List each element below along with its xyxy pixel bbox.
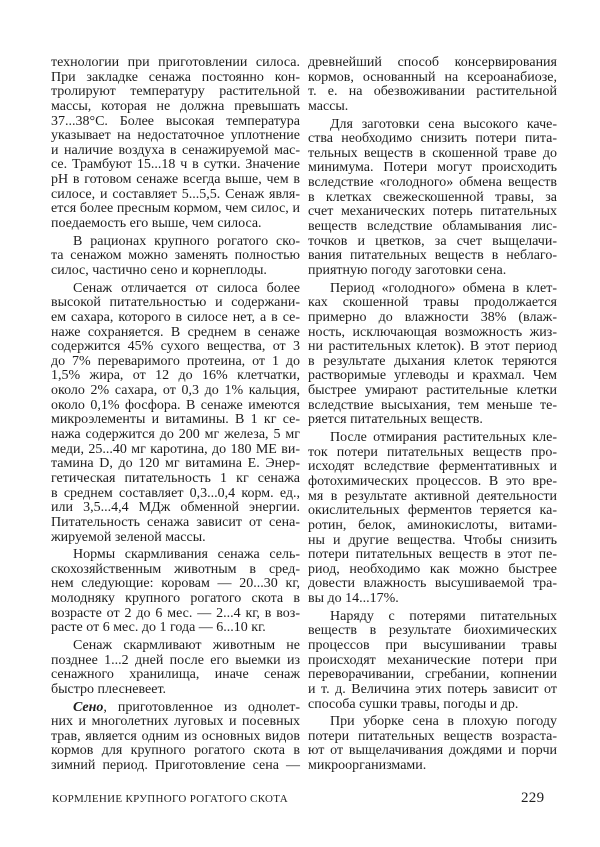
paragraph (51, 235, 300, 279)
text-line: кормов, основанный на ксероанабиозе, (308, 69, 557, 85)
text-line: Сенаж отличается от силоса более (73, 280, 300, 296)
paragraph (308, 610, 557, 712)
paragraph (308, 56, 557, 115)
text-line: нем следующие: коровам — 20...30 кг, (51, 576, 300, 592)
text-line: происходят механические потери при (308, 652, 557, 668)
text-line: нажа содержится до 200 мг железа, 5 мг (51, 427, 300, 443)
text-line: счет механических потерь питательных (308, 204, 557, 220)
text-line: силос, частично сено и корнеплоды. (51, 262, 267, 278)
text-line: массы. (308, 98, 349, 114)
paragraph (51, 282, 300, 546)
text-line: позднее 1...2 дней после его выемки из (51, 652, 300, 668)
text-line: гетическая питательность 1 кг сенажа (51, 470, 300, 486)
text-line: около 2% сахара, от 0,3 до 1% кальция, (51, 383, 300, 399)
text-line: примерно до влажности 38% (влаж- (308, 309, 557, 325)
paragraph (308, 282, 557, 428)
text-line: скохозяйственным животным в сред- (51, 561, 300, 577)
text-line: до 7% переваримого протеина, от 1 до (51, 353, 300, 369)
text-line: кормов для крупного рогатого скота в (51, 743, 300, 759)
text-line: в среднем составляет 0,3...0,4 корм. ед., (51, 485, 300, 501)
text-line: окислительных ферментов теряется ка- (308, 503, 557, 519)
text-line: ток потери питательных веществ про- (308, 444, 557, 460)
text-line: древнейший способ консервирования (308, 55, 557, 70)
text-line: Сенаж скармливают животным не (73, 637, 300, 653)
text-line: 1,5% жира, от 12 до 16% клетчатки, (51, 368, 300, 384)
text-line: сенажного хранилища, иначе сенаж (51, 667, 300, 683)
paragraph (51, 548, 300, 636)
text-line: При уборке сена в плохую погоду (330, 714, 557, 730)
text-line: ни растительных клеток). В этот период (308, 339, 557, 355)
text-line: быстрее умирают растительные клетки (308, 383, 557, 399)
text-line: содержится 45% сухого вещества, от 3 (51, 339, 300, 355)
text-line: веществ вследствие обламывания лис- (308, 219, 557, 235)
text-line: трав, является одним из основных видов (51, 728, 300, 744)
text-line: вания питательных веществ в неблаго- (308, 248, 557, 264)
text-line: ротин, белок, аминокислоты, витами- (308, 517, 557, 533)
text-line-rest: , приготовленное из однолет- (103, 699, 300, 715)
left-column (51, 56, 300, 777)
text-line: наже сохраняется. В среднем в сенаже (51, 324, 300, 340)
text-line: указывает на недостаточное уплотнение (51, 128, 300, 144)
paragraph (308, 715, 557, 774)
text-line: ют от выщелачивания дождями и порчи (308, 743, 557, 759)
text-line: и т. д. Величина этих потерь зависит от (308, 681, 557, 697)
text-line: вы до 14...17%. (308, 591, 399, 607)
right-column (308, 56, 557, 777)
text-line: молодняку крупного рогатого скота в (51, 591, 300, 607)
text-line: ках скошенной травы продолжается (308, 295, 557, 311)
text-line: рН в готовом сенаже всегда выше, чем в (51, 172, 300, 188)
running-title: КОРМЛЕНИЕ КРУПНОГО РОГАТОГО СКОТА (52, 793, 289, 805)
text-line: технологии при приготовлении силоса. (51, 55, 300, 70)
text-line: та сенажом можно заменять полностью (51, 248, 300, 264)
text-line: довести влажность высушиваемой тра- (308, 576, 557, 592)
text-line: тельных веществ в скошенной траве до (308, 145, 557, 161)
term-lead: Сено (73, 699, 104, 715)
text-line: Наряду с потерями питательных (330, 608, 557, 624)
text-line: тролируют температуру растительной (51, 84, 300, 100)
text-line: потери питательных веществ в этот пе- (308, 547, 557, 563)
text-line: исходят вследствие ферментативных и (308, 459, 557, 475)
page-number: 229 (521, 790, 545, 806)
text-line: микроорганизмами. (308, 758, 427, 774)
text-line: быстро плесневеет. (51, 681, 167, 697)
text-line: ность, исключающая возможность жиз- (308, 324, 557, 340)
text-line: возрасте от 2 до 6 мес. — 2...4 кг, в воз- (51, 605, 300, 621)
text-line: в результате дыхания клеток теряются (308, 353, 557, 369)
text-line: них и многолетних луговых и посевных (51, 714, 300, 730)
paragraph (308, 118, 557, 279)
text-line: поедаемость его выше, чем силоса. (51, 216, 262, 232)
text-line: микроэлементы и витамины. В 1 кг се- (51, 412, 300, 428)
paragraph (51, 56, 300, 232)
text-line: меди, 25...40 мг каротина, до 180 МЕ ви- (51, 441, 300, 457)
text-line: минимума. Потери могут происходить (308, 160, 557, 176)
text-line: се. Трамбуют 15...18 ч в сутки. Значение (51, 157, 300, 173)
text-line: около 0,1% фосфора. В сенаже имеются (51, 397, 300, 413)
paragraph (51, 639, 300, 698)
paragraph (308, 431, 557, 607)
text-line: При закладке сенажа постоянно кон- (51, 69, 300, 85)
text-line: переворачивании, сгребании, копнении (308, 667, 557, 683)
text-line: т. е. на обезвоживании растительной (308, 84, 557, 100)
text-line: В рационах крупного рогатого ско- (73, 233, 300, 249)
text-line: силосе, и составляет 5...5,5. Сенаж явля- (51, 186, 300, 202)
text-line: мя в результате активной деятельности (308, 488, 557, 504)
text-line: вследствие «голодного» обмена веществ (308, 175, 557, 191)
text-line: ства необходимо снизить потери пита- (308, 131, 557, 147)
text-line: 37...38°С. Более высокая температура (51, 113, 300, 129)
text-line: Нормы скармливания сенажа сель- (73, 547, 300, 563)
text-line: и наличие воздуха в сенажируемой мас- (51, 142, 300, 158)
text-line: массы, которая не должна превышать (51, 98, 300, 114)
text-line: ряется питательных веществ. (308, 412, 483, 428)
text-line (51, 701, 300, 716)
text-line: ется более пресным кормом, чем силос, и (51, 201, 300, 217)
text-line: ем сахара, которого в силосе нет, а в се- (51, 309, 300, 325)
text-line: высокой питательностью и содержани- (51, 295, 300, 311)
text-line: зимний период. Приготовление сена — (51, 758, 300, 774)
text-line: вследствие высыхания, тем меньше те- (308, 397, 557, 413)
text-line: точков и цветков, за счет выщелачи- (308, 233, 557, 249)
text-line: или 3,5...4,4 МДж обменной энергии. (51, 500, 300, 516)
text-line: процессов при высушивании травы (308, 637, 557, 653)
text-line: Для заготовки сена высокого каче- (330, 116, 557, 132)
text-line: приятную погоду заготовки сена. (308, 262, 507, 278)
text-line: Период «голодного» обмена в клет- (330, 280, 557, 296)
text-line: После отмирания растительных кле- (330, 430, 557, 446)
text-line: риод, необходимо как можно быстрее (308, 561, 557, 577)
text-line: способа сушки травы, погоды и др. (308, 696, 519, 712)
text-line: расте от 6 мес. до 1 года — 6...10 кг. (51, 620, 266, 636)
text-line: потери питательных веществ возраста- (308, 728, 557, 744)
text-line: ны и другие вещества. Чтобы снизить (308, 532, 557, 548)
text-line: тамина D, до 120 мг витамина Е. Энер- (51, 456, 300, 472)
text-line: Питательность сенажа зависит от сена- (51, 514, 300, 530)
text-line: растворимые углеводы и крахмал. Чем (308, 368, 557, 384)
text-line: в клетках свежескошенной травы, за (308, 189, 557, 205)
text-line: жируемой зеленой массы. (51, 529, 206, 545)
text-line: веществ в результате биохимических (308, 623, 557, 639)
paragraph (51, 701, 300, 774)
text-line: фотохимических процессов. В это вре- (308, 473, 557, 489)
